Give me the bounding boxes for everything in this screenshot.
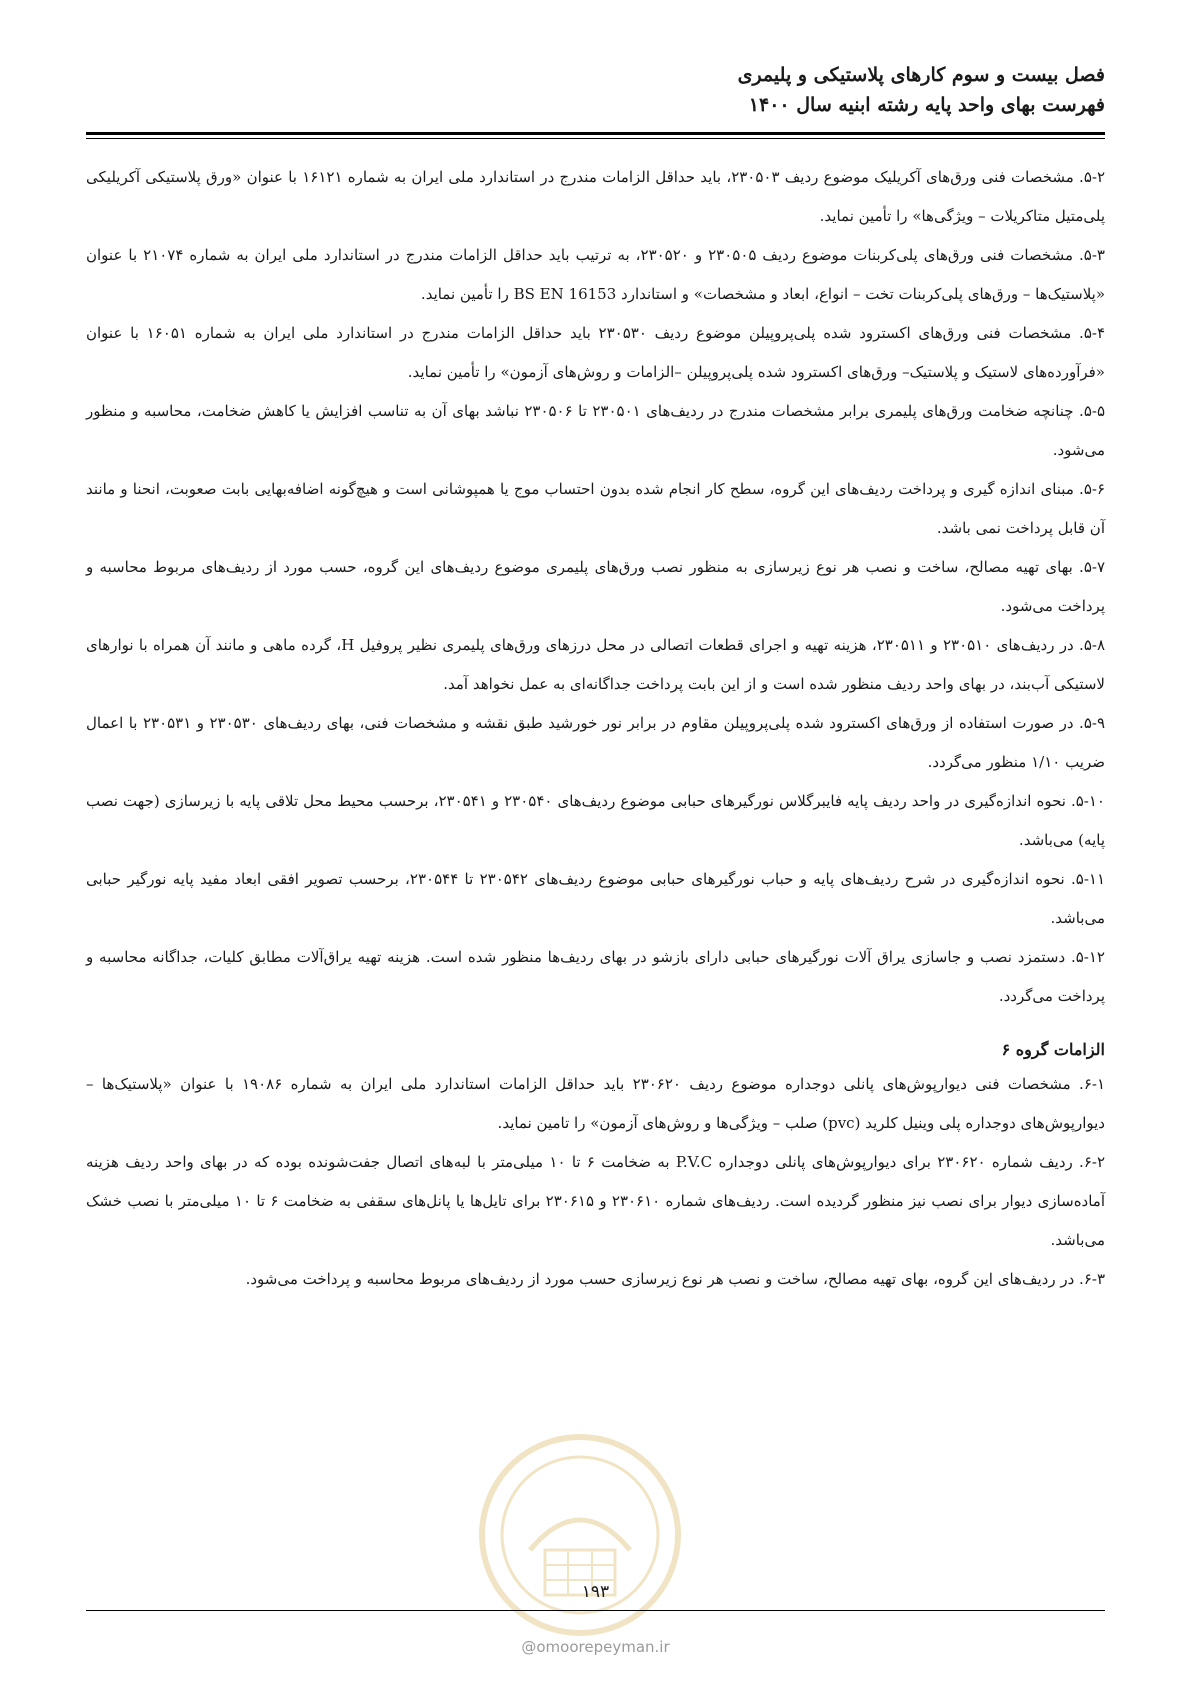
clause-5-2: ۵-۲. مشخصات فنی ورق‌های آکریلیک موضوع ردیف ۲۳۰۵۰۳، باید حداقل الزامات مندرج در استاندارد ملی ایران به شماره ۱۶۱۲۱ با عنوان «ورق پلاستیکی آکریلیکی پلی‌متیل متاکریلات – ویژگی‌ها» را تأمین نماید. xyxy=(86,168,1106,225)
clause-5-6: ۵-۶. مبنای اندازه گیری و پرداخت ردیف‌های این گروه، سطح کار انجام شده بدون احتساب موج یا همپوشانی است و هیچ‌گونه اضافه‌بهایی بابت صعوبت، انحنا و مانند آن قابل پرداخت نمی باشد. xyxy=(86,480,1105,537)
watermark-text: @omoorepeyman.ir xyxy=(521,1638,670,1656)
clause-5-8: ۵-۸. در ردیف‌های ۲۳۰۵۱۰ و ۲۳۰۵۱۱، هزینه تهیه و اجرای قطعات اتصالی در محل درزهای ورق‌های پلیمری نظیر پروفیل H، گرده ماهی و مانند آن همراه با نوارهای لاستیکی آب‌بند، در بهای واحد ردیف منظور شده است و از این بابت پرداخت جداگانه‌ای به عمل نخواهد آمد. xyxy=(86,636,1106,693)
clause-5-4: ۵-۴. مشخصات فنی ورق‌های اکسترود شده پلی‌پروپیلن موضوع ردیف ۲۳۰۵۳۰ باید حداقل الزامات مندرج در استاندارد ملی ایران به شماره ۱۶۰۵۱ با عنوان «فرآورده‌های لاستیک و پلاستیک– ورق‌های اکسترود شده پلی‌پروپیلن –الزامات و روش‌های آزمون» را تأمین نماید. xyxy=(86,324,1105,381)
header-rule-thin xyxy=(86,138,1105,139)
clause-5-3: ۵-۳. مشخصات فنی ورق‌های پلی‌کربنات موضوع ردیف ۲۳۰۵۰۵ و ۲۳۰۵۲۰، به ترتیب باید حداقل الزامات مندرج در استاندارد ملی ایران به شماره ۲۱۰۷۴ با عنوان «پلاستیک‌ها – ورق‌های پلی‌کربنات تخت – انواع، ابعاد و مشخصات» و استاندارد BS EN 16153 را تأمین نماید. xyxy=(86,246,1105,303)
price-list-title: فهرست بهای واحد پایه رشته ابنیه سال ۱۴۰۰ xyxy=(748,94,1105,116)
clause-5-12: ۵-۱۲. دستمزد نصب و جاسازی یراق آلات نورگیرهای حبابی دارای بازشو در بهای ردیف‌ها منظور شده است. هزینه تهیه یراق‌آلات مطابق کلیات، جداگانه محاسبه و پرداخت می‌گردد. xyxy=(86,948,1105,1005)
clause-6-1: ۶-۱. مشخصات فنی دیوارپوش‌های پانلی دوجداره موضوع ردیف ۲۳۰۶۲۰ باید حداقل الزامات استاندارد ملی ایران به شماره ۱۹۰۸۶ با عنوان «پلاستیک‌ها – دیوارپوش‌های دوجداره پلی وینیل کلرید (pvc) صلب – ویژگی‌ها و روش‌های آزمون» را تامین نماید. xyxy=(86,1075,1105,1132)
clause-5-7: ۵-۷. بهای تهیه مصالح، ساخت و نصب هر نوع زیرسازی به منظور نصب ورق‌های پلیمری موضوع ردیف‌های این گروه، حسب مورد از ردیف‌های مربوط محاسبه و پرداخت می‌شود. xyxy=(86,558,1105,615)
clause-5-5: ۵-۵. چنانچه ضخامت ورق‌های پلیمری برابر مشخصات مندرج در ردیف‌های ۲۳۰۵۰۱ تا ۲۳۰۵۰۶ نباشد بهای آن به تناسب افزایش یا کاهش ضخامت، محاسبه و منظور می‌شود. xyxy=(86,402,1105,459)
header-rule-thick xyxy=(86,132,1105,135)
page-header xyxy=(86,60,1105,120)
clause-6-3: ۶-۳. در ردیف‌های این گروه، بهای تهیه مصالح، ساخت و نصب هر نوع زیرسازی حسب مورد از ردیف‌های مربوط محاسبه و پرداخت می‌شود. xyxy=(245,1270,1105,1288)
clause-5-9: ۵-۹. در صورت استفاده از ورق‌های اکسترود شده پلی‌پروپیلن مقاوم در برابر نور خورشید طبق نقشه و مشخصات فنی، بهای ردیف‌های ۲۳۰۵۳۰ و ۲۳۰۵۳۱ با اعمال ضریب ۱/۱۰ منظور می‌گردد. xyxy=(86,714,1105,771)
page-number: ۱۹۳ xyxy=(581,1582,610,1602)
clause-5-11: ۵-۱۱. نحوه اندازه‌گیری در شرح ردیف‌های پایه و حباب نورگیرهای حبابی موضوع ردیف‌های ۲۳۰۵۴۲ تا ۲۳۰۵۴۴، برحسب تصویر افقی ابعاد مفید پایه نورگیر حبابی می‌باشد. xyxy=(86,870,1106,927)
watermark-seal-icon xyxy=(475,1430,685,1640)
footer-rule xyxy=(86,1610,1105,1611)
document-body xyxy=(86,158,1105,1299)
clause-6-2: ۶-۲. ردیف شماره ۲۳۰۶۲۰ برای دیوارپوش‌های پانلی دوجداره P.V.C به ضخامت ۶ تا ۱۰ میلی‌متر با لبه‌های اتصال جفت‌شونده بوده که در بهای واحد ردیف هزینه آماده‌سازی دیوار برای نصب نیز منظور گردیده است. ردیف‌های شماره ۲۳۰۶۱۰ و ۲۳۰۶۱۵ برای تایل‌ها یا پانل‌های سقفی به ضخامت ۶ تا ۱۰ میلی‌متر با نصب خشک می‌باشد. xyxy=(86,1153,1106,1249)
chapter-title: فصل بیست و سوم کارهای پلاستیکی و پلیمری xyxy=(737,64,1105,86)
clause-5-10: ۵-۱۰. نحوه اندازه‌گیری در واحد ردیف پایه فایبرگلاس نورگیرهای حبابی موضوع ردیف‌های ۲۳۰۵۴۰ و ۲۳۰۵۴۱، برحسب محیط محل تلاقی پایه با زیرسازی (جهت نصب پایه) می‌باشد. xyxy=(86,792,1105,849)
group-6-heading: الزامات گروه ۶ xyxy=(1001,1040,1105,1059)
